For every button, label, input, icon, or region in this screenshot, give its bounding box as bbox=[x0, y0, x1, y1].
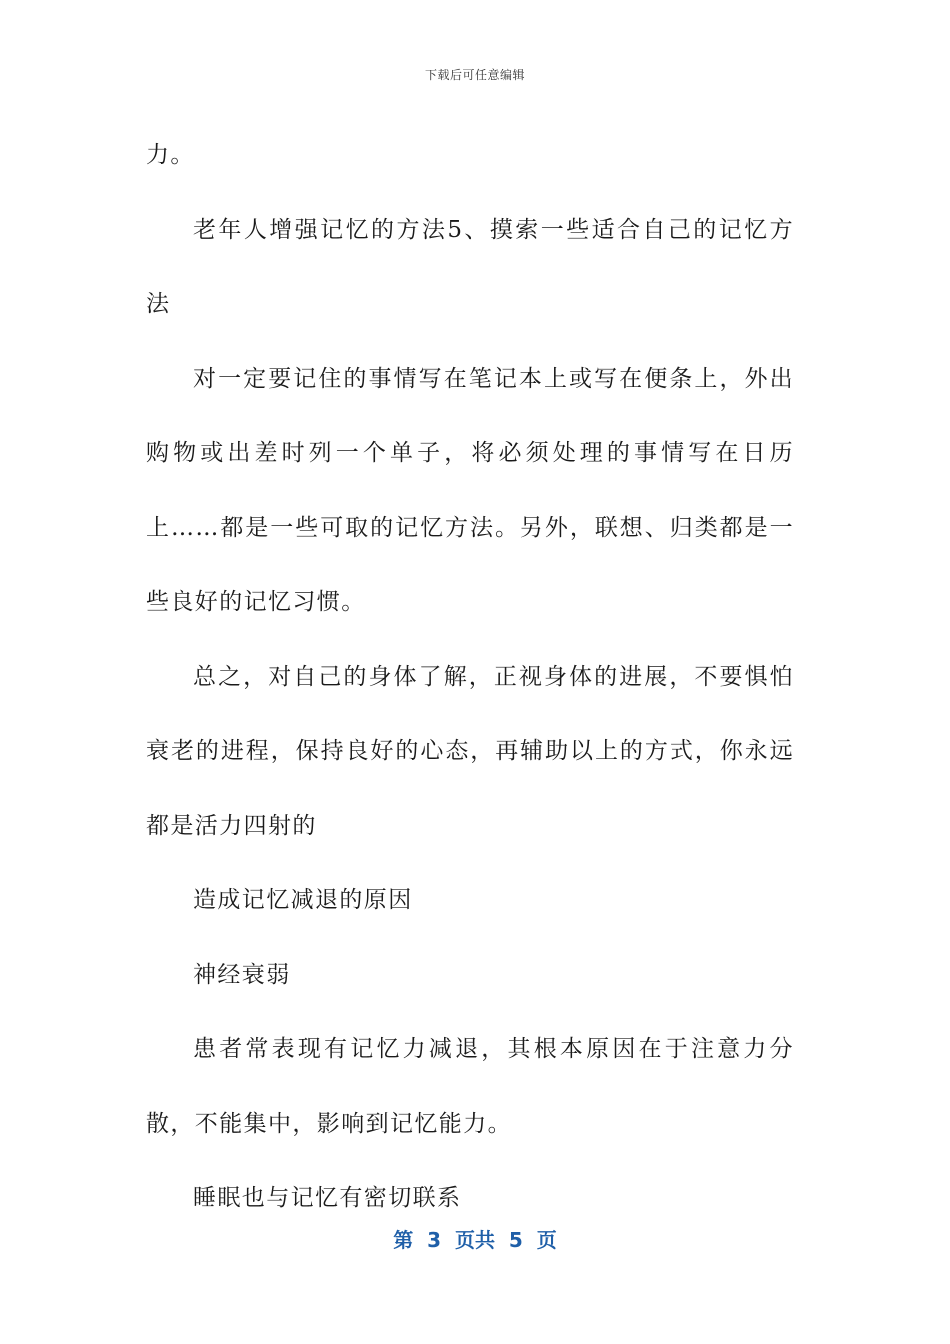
heading-memory-decline-causes: 造成记忆减退的原因 bbox=[193, 887, 413, 913]
paragraph-summary: 总之，对自己的身体了解，正视身体的进展，不要惧怕衰老的进程，保持良好的心态，再辅助以上的方式，你永远都是活力四射的 bbox=[146, 663, 794, 839]
page-header: 下载后可任意编辑 bbox=[424, 68, 525, 82]
document-body bbox=[146, 118, 794, 1236]
paragraph-method-5-heading: 老年人增强记忆的方法5、摸索一些适合自己的记忆方法 bbox=[146, 216, 794, 317]
paragraph-memory-methods: 对一定要记住的事情写在笔记本上或写在便条上，外出购物或出差时列一个单子，将必须处理的事情写在日历上……都是一些可取的记忆方法。另外，联想、归类都是一些良好的记忆习惯。 bbox=[146, 365, 794, 615]
paragraph-neurasthenia: 患者常表现有记忆力减退，其根本原因在于注意力分散，不能集中，影响到记忆能力。 bbox=[146, 1036, 794, 1137]
heading-neurasthenia: 神经衰弱 bbox=[193, 961, 291, 988]
paragraph-continuation: 力。 bbox=[146, 142, 195, 168]
page-footer-page-number: 第 3 页共 5 页 bbox=[393, 1228, 557, 1252]
heading-sleep-memory: 睡眠也与记忆有密切联系 bbox=[193, 1185, 462, 1211]
